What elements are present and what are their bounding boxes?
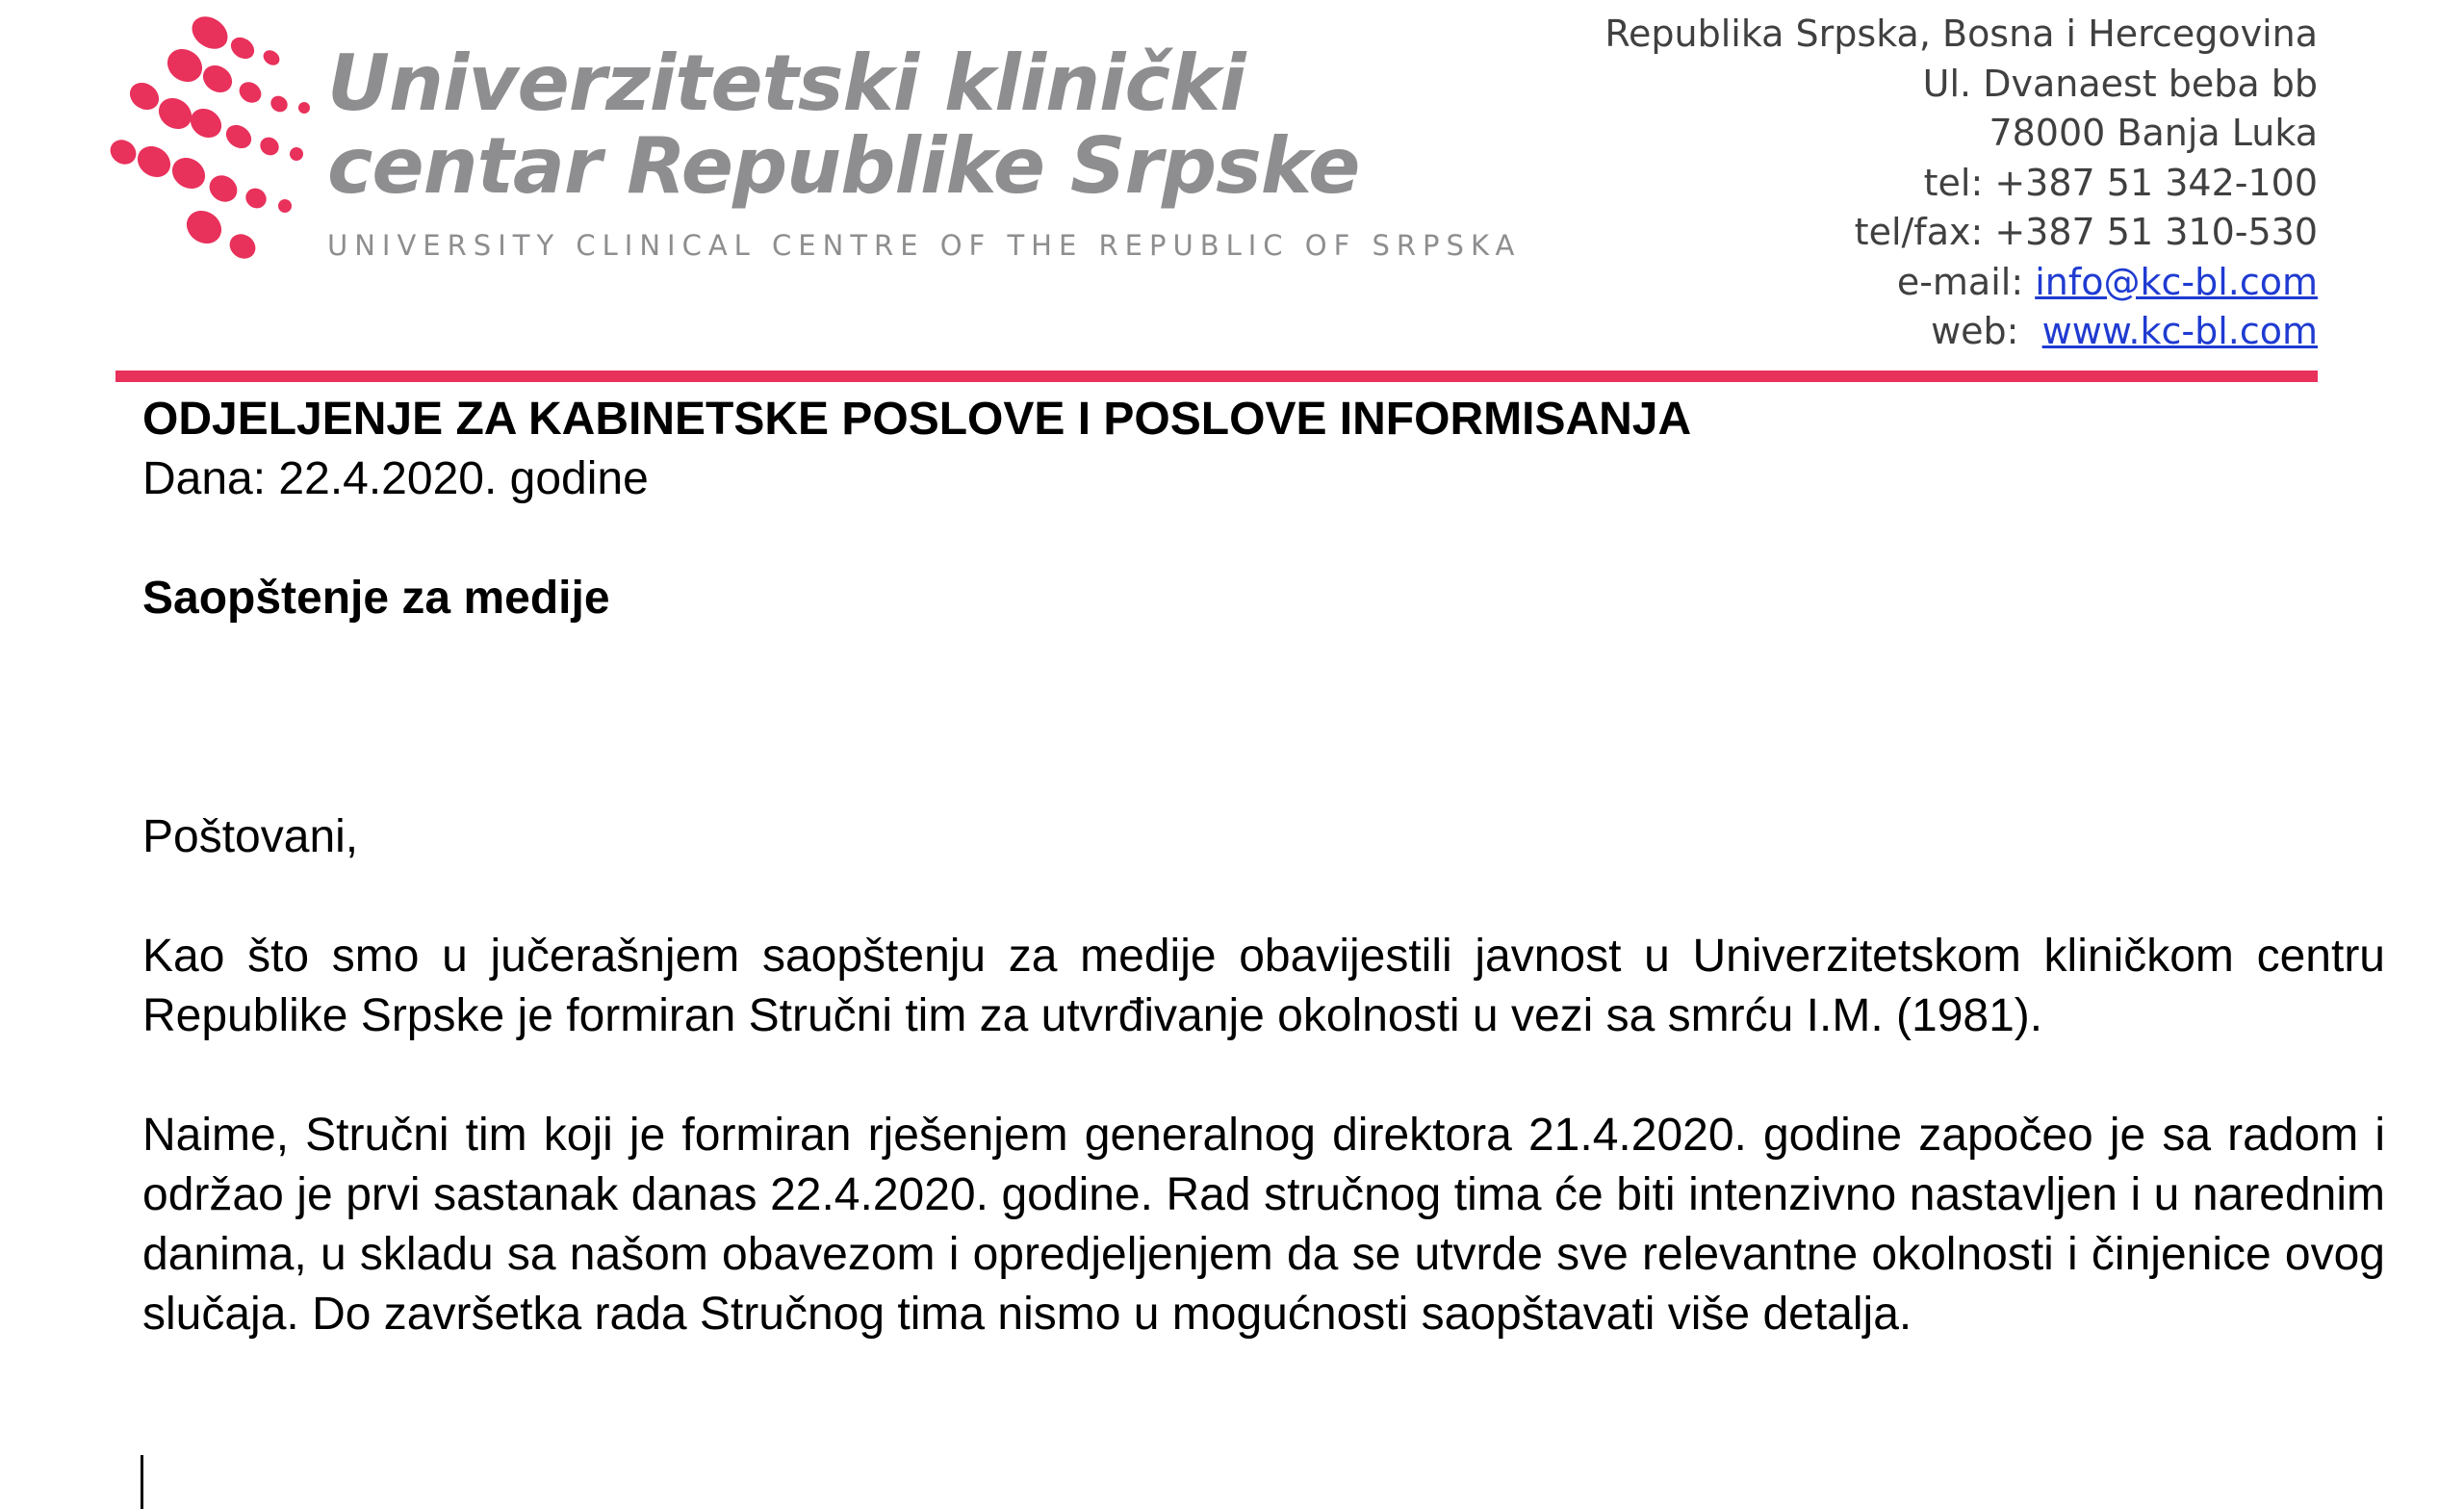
logo-subtitle: UNIVERSITY CLINICAL CENTRE OF THE REPUBLIC OF SRPSKA — [327, 229, 1522, 262]
contact-country: Republika Srpska, Bosna i Hercegovina — [1604, 13, 2318, 55]
greeting: Poštovani, — [142, 811, 359, 862]
logo-dot — [275, 196, 294, 215]
web-link[interactable]: www.kc-bl.com — [2041, 310, 2318, 352]
logo-dot — [204, 170, 242, 208]
kc-logo-icon — [106, 0, 327, 269]
logo-title-line1: Univerzitetski klinički — [327, 38, 1245, 128]
contact-city: 78000 Banja Luka — [1989, 112, 2318, 154]
logo-dot — [221, 120, 256, 153]
logo-dot — [124, 77, 164, 115]
contact-block — [1604, 10, 2318, 357]
logo-dots — [106, 10, 312, 264]
contact-web-row — [1604, 307, 2318, 357]
text-cursor — [141, 1455, 143, 1509]
logo-dot — [257, 134, 283, 159]
contact-telfax: tel/fax: +387 51 310-530 — [1854, 211, 2318, 253]
logo-dot — [180, 204, 227, 250]
logo-dot — [197, 60, 237, 98]
document-subject: Saopštenje za medije — [142, 573, 610, 624]
logo-dot — [242, 184, 270, 212]
logo-dot — [186, 10, 234, 56]
logo-dot — [268, 92, 291, 115]
logo-dot — [153, 91, 198, 135]
document-date: Dana: 22.4.2020. godine — [142, 453, 649, 504]
logo-dot — [261, 47, 283, 68]
logo-dot — [106, 135, 141, 169]
contact-email-row — [1604, 258, 2318, 308]
logo-title-line2: centar Republike Srpske — [327, 121, 1360, 211]
email-label: e-mail: — [1896, 260, 2036, 303]
logo-dot — [296, 100, 313, 116]
logo-dot — [167, 151, 212, 194]
contact-street: Ul. Dvanaest beba bb — [1922, 62, 2318, 105]
logo-dot — [235, 78, 265, 107]
document-body — [142, 390, 2385, 1344]
logo-wordmark — [327, 38, 1522, 262]
logo-dot — [227, 33, 259, 63]
department-heading: ODJELJENJE ZA KABINETSKE POSLOVE I POSLOVE INFORMISANJA — [142, 394, 1692, 445]
logo-dot — [132, 140, 177, 183]
web-label: web: — [1931, 310, 2042, 352]
logo-dot — [185, 103, 227, 143]
logo-dot — [161, 42, 208, 89]
email-link[interactable]: info@kc-bl.com — [2035, 260, 2318, 303]
paragraph-1: Kao što smo u jučerašnjem saopštenju za medije obavijestili javnost u Univerzitetskom kliničkom centru Republike Srpske je formiran Stručni tim za utvrđivanje okolnosti u vezi sa smrću I.M. (1981). — [142, 931, 2385, 1041]
logo-dot — [287, 144, 305, 163]
logo-dot — [225, 229, 261, 264]
header-divider — [116, 371, 2318, 382]
contact-tel: tel: +387 51 342-100 — [1923, 161, 2318, 204]
paragraph-2: Naime, Stručni tim koji je formiran rješenjem generalnog direktora 21.4.2020. godine započeo je sa radom i održao je prvi sastanak danas 22.4.2020. godine. Rad stručnog tima će biti intenzivno nastavljen i u narednim danima, u skladu sa našom obavezom i opredjeljenjem da se utvrde sve relevantne okolnosti i činjenice ovog slučaja. Do završetka rada Stručnog tima nismo u mogućnosti saopštavati više detalja. — [142, 1110, 2385, 1340]
